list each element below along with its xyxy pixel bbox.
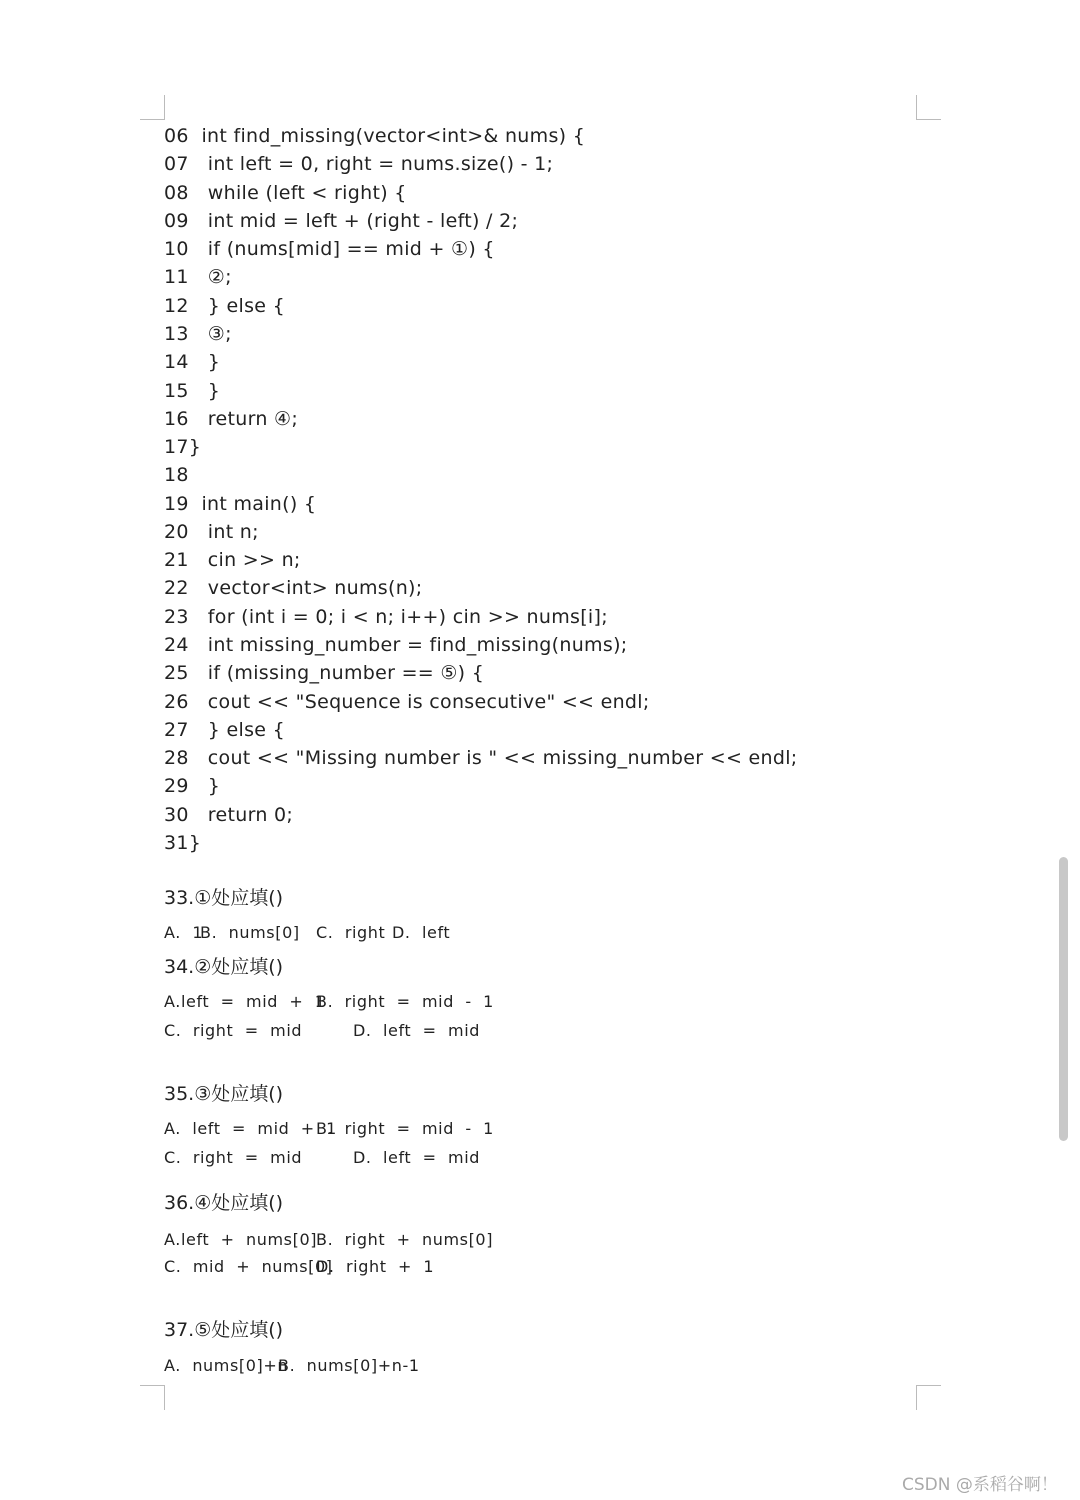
- option-d: D. left = mid: [353, 1021, 481, 1040]
- code-line: 22 vector<int> nums(n);: [164, 577, 423, 600]
- code-line: 31}: [164, 832, 202, 854]
- code-line: 26 cout << "Sequence is consecutive" << endl;: [164, 690, 650, 713]
- code-line: 20 int n;: [164, 520, 259, 543]
- option-a: A. left = mid + 1: [164, 1119, 337, 1138]
- vertical-scrollbar[interactable]: [1059, 857, 1068, 1141]
- option-d: D. left: [392, 923, 451, 942]
- code-line: 06 int find_missing(vector<int>& nums) {: [164, 125, 586, 147]
- code-line: 10 if (nums[mid] == mid + ①) {: [164, 238, 495, 261]
- code-line: 30 return 0;: [164, 803, 294, 826]
- code-line: 27 } else {: [164, 718, 286, 741]
- question-title: 33.①处应填(): [164, 887, 284, 909]
- option-c: C. right = mid: [164, 1148, 303, 1167]
- option-b: B. nums[0]+n-1: [278, 1356, 420, 1375]
- option-b: B. nums[0]: [200, 923, 300, 942]
- option-b: B. right = mid - 1: [316, 992, 494, 1011]
- code-line: 13 ③;: [164, 322, 232, 345]
- option-b: B. right + nums[0]: [316, 1230, 494, 1249]
- code-line: 18: [164, 464, 189, 487]
- option-a: A.left = mid + 1: [164, 992, 326, 1011]
- code-line: 09 int mid = left + (right - left) / 2;: [164, 209, 519, 232]
- code-line: 19 int main() {: [164, 492, 317, 515]
- option-a: A. nums[0]+n: [164, 1356, 289, 1375]
- code-line: 08 while (left < right) {: [164, 181, 407, 204]
- option-c: C. right: [316, 923, 386, 942]
- code-line: 16 return ④;: [164, 407, 299, 430]
- option-c: C. right = mid: [164, 1021, 303, 1040]
- code-line: 11 ②;: [164, 266, 232, 289]
- option-a: A. 1: [164, 923, 204, 942]
- question-title: 37.⑤处应填(): [164, 1319, 284, 1341]
- code-line: 07 int left = 0, right = nums.size() - 1;: [164, 153, 554, 176]
- code-line: 15 }: [164, 379, 221, 402]
- page-corner-mark: [916, 1385, 941, 1410]
- code-line: 28 cout << "Missing number is " << missing_number << endl;: [164, 747, 798, 770]
- question-title: 34.②处应填(): [164, 956, 284, 978]
- page-corner-mark: [140, 1385, 165, 1410]
- question-title: 35.③处应填(): [164, 1083, 284, 1105]
- question-title: 36.④处应填(): [164, 1192, 284, 1214]
- code-line: 29 }: [164, 775, 221, 798]
- page-corner-mark: [140, 95, 165, 120]
- option-d: D. left = mid: [353, 1148, 481, 1167]
- option-b: B. right = mid - 1: [316, 1119, 494, 1138]
- code-line: 21 cin >> n;: [164, 549, 301, 572]
- code-line: 12 } else {: [164, 294, 286, 317]
- option-a: A.left + nums[0]: [164, 1230, 318, 1249]
- code-line: 23 for (int i = 0; i < n; i++) cin >> nums[i];: [164, 605, 608, 628]
- code-line: 14 }: [164, 351, 221, 374]
- code-line: 24 int missing_number = find_missing(nums);: [164, 634, 628, 657]
- code-line: 25 if (missing_number == ⑤) {: [164, 662, 485, 685]
- watermark: CSDN @系稻谷啊！: [902, 1475, 1058, 1495]
- option-c: C. mid + nums[0]: [164, 1257, 333, 1276]
- code-line: 17}: [164, 436, 202, 459]
- page-corner-mark: [916, 95, 941, 120]
- option-d: D. right + 1: [316, 1257, 435, 1276]
